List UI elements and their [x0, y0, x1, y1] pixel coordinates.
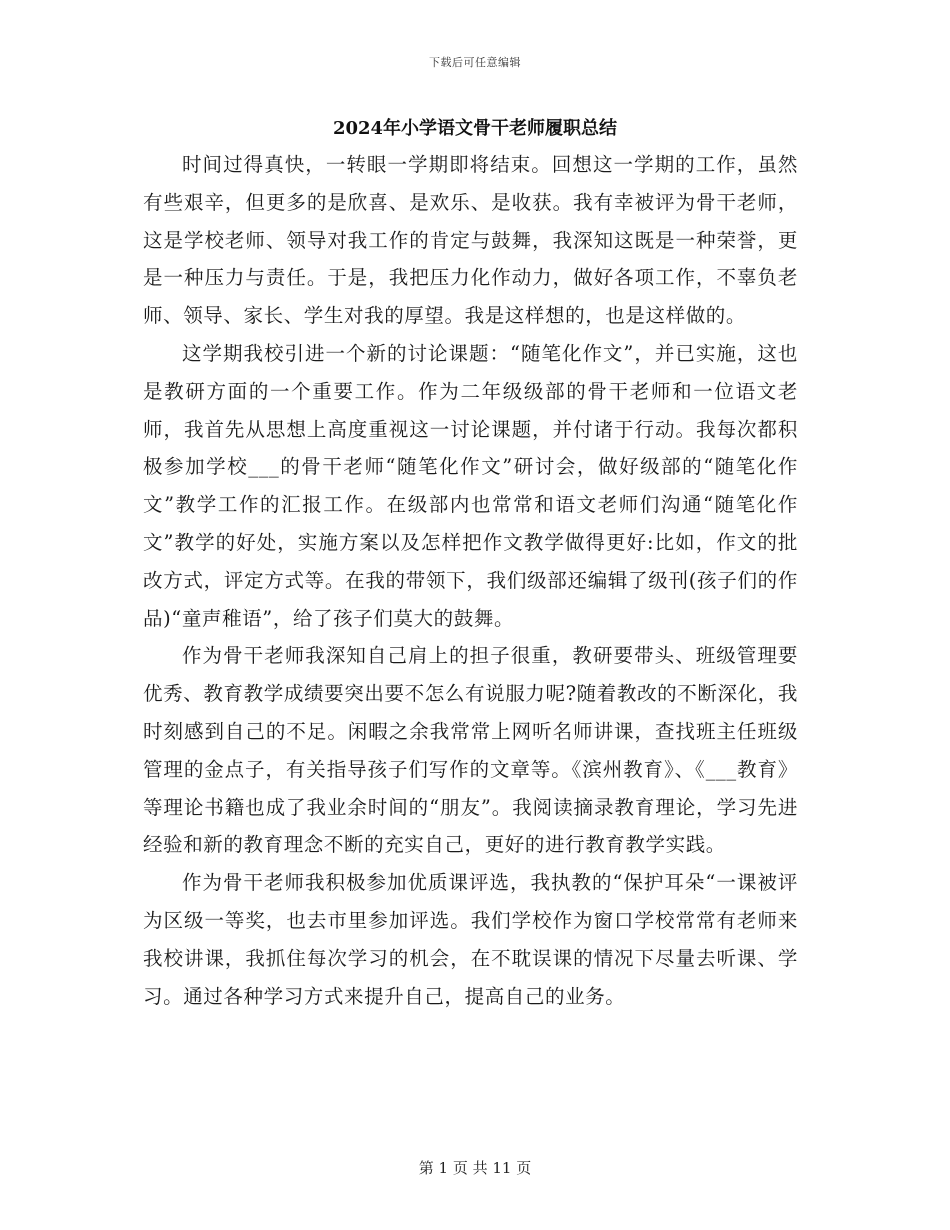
header-note: 下载后可任意编辑: [429, 56, 521, 69]
paragraph-2: 这学期我校引进一个新的讨论课题：“随笔化作文”，并已实施，这也是教研方面的一个重要工作。作为二年级级部的骨干老师和一位语文老师，我首先从思想上高度重视这一讨论课题，并付诸于行动。我每次都积极参加学校___的骨干老师“随笔化作文”研讨会，做好级部的“随笔化作文”教学工作的汇报工作。在级部内也常常和语文老师们沟通“随笔化作文”教学的好处，实施方案以及怎样把作文教学做得更好:比如，作文的批改方式，评定方式等。在我的带领下，我们级部还编辑了级刊(孩子们的作品)“童声稚语”，给了孩子们莫大的鼓舞。: [143, 341, 798, 630]
document-title: 2024年小学语文骨干老师履职总结: [332, 118, 618, 139]
document-body: [143, 146, 798, 1015]
paragraph-1: 时间过得真快，一转眼一学期即将结束。回想这一学期的工作，虽然有些艰辛，但更多的是欣喜、是欢乐、是收获。我有幸被评为骨干老师，这是学校老师、领导对我工作的肯定与鼓舞，我深知这既是一种荣誉，更是一种压力与责任。于是，我把压力化作动力，做好各项工作，不辜负老师、领导、家长、学生对我的厚望。我是这样想的，也是这样做的。: [143, 153, 798, 328]
paragraph-4: 作为骨干老师我积极参加优质课评选，我执教的“保护耳朵“一课被评为区级一等奖，也去市里参加评选。我们学校作为窗口学校常常有老师来我校讲课，我抓住每次学习的机会，在不耽误课的情况下尽量去听课、学习。通过各种学习方式来提升自己，提高自己的业务。: [143, 871, 798, 1008]
paragraph-3: 作为骨干老师我深知自己肩上的担子很重，教研要带头、班级管理要优秀、教育教学成绩要突出要不怎么有说服力呢?随着教改的不断深化，我时刻感到自己的不足。闲暇之余我常常上网听名师讲课，查找班主任班级管理的金点子，有关指导孩子们写作的文章等。《滨州教育》、《___教育》等理论书籍也成了我业余时间的“朋友”。我阅读摘录教育理论，学习先进经验和新的教育理念不断的充实自己，更好的进行教育教学实践。: [143, 644, 798, 857]
page-footer: 第 1 页 共 11 页: [418, 1159, 532, 1177]
